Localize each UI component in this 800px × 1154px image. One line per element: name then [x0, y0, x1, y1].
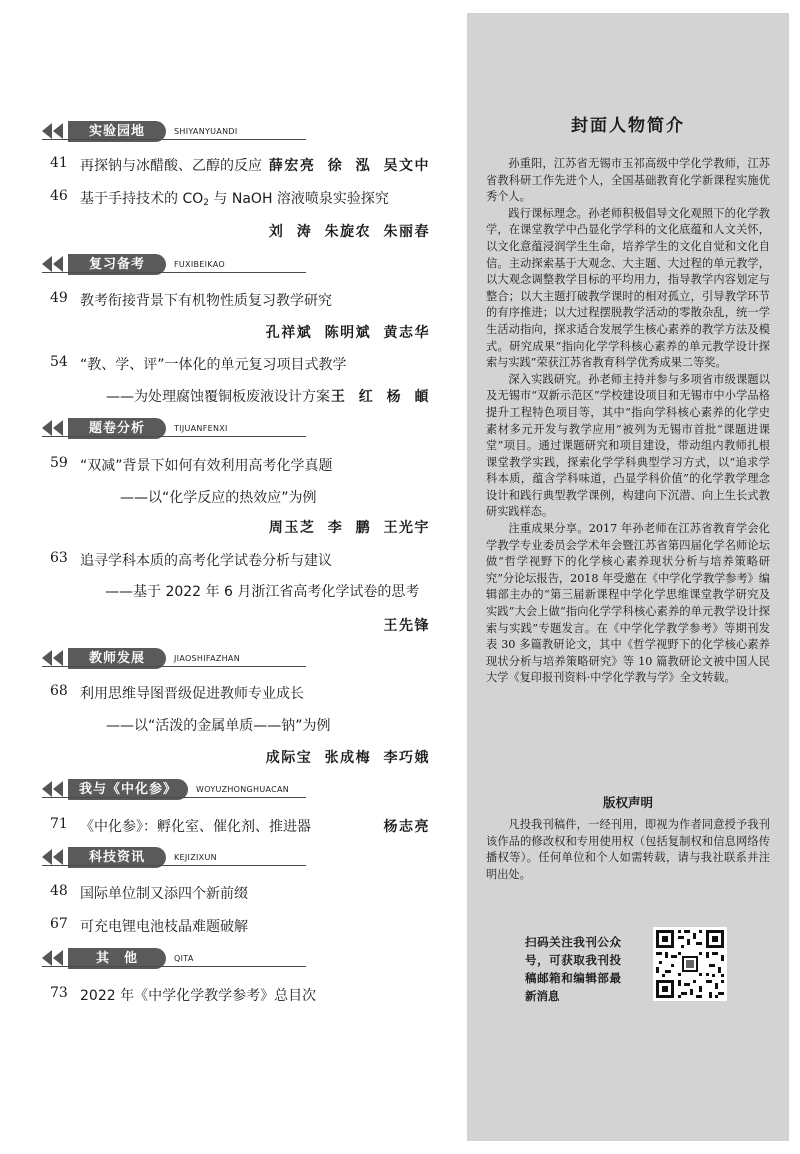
page-number: 48 — [50, 883, 68, 899]
page-number: 68 — [50, 683, 68, 699]
article-title: 再探钠与冰醋酸、乙醇的反应 — [80, 158, 262, 174]
article-authors: 成际宝 张成梅 李巧娥 — [265, 750, 430, 766]
article-authors: 刘 涛 朱旋农 朱丽春 — [268, 224, 430, 240]
section-title: 复习备考 — [68, 254, 166, 275]
panel-title: 封面人物简介 — [571, 116, 685, 136]
section-header — [42, 779, 306, 801]
article-title: 国际单位制又添四个新前缀 — [80, 886, 248, 902]
article-title: 追寻学科本质的高考化学试卷分析与建议 — [80, 553, 332, 569]
article-title: “双减”背景下如何有效利用高考化学真题 — [80, 458, 333, 474]
article-title: “教、学、评”一体化的单元复习项目式教学 — [80, 357, 347, 373]
bio-paragraph: 深入实践研究。孙老师主持并参与多项省市级课题以及无锡市“双新示范区”学校建设项目和无锡市中小学品格提升工程特色项目等，其中“指向学科核心素养的化学史素材多元开发与教学应用”被列为无锡市首批“课题进课堂”项目。通过课题研究和项目建设，带动组内教师扎根课堂教学实践，探索化学学科典型学习方式，以“追求学科本质，蕴含学科味道，凸显学科价值”的化学教学理念设计和践行典型教学课例，构建向下沉潜、向上生长式教研实践样态。 — [486, 372, 770, 519]
bio-paragraph: 践行课标理念。孙老师积极倡导文化观照下的化学教学，在课堂教学中凸显化学学科的文化底蕴和人文关怀，以文化意蕴浸润学生生命，培养学生的文化自觉和文化自信。主动探索基于大观念、大主题、大过程的单元教学，以大观念调整教学目标的平均用力，指导教学内容划定与整合；以大主题打破教学课时的相对孤立，引导教学环节的有序推进；以大过程摆脱教学活动的零散杂乱，统一学生活动指向，探求适合发展学生核心素养的教学方法及模式。研究成果“指向化学学科核心素养的单元教学设计探索与实践”荣获江苏省教育科学优秀成果二等奖。 — [486, 206, 770, 370]
bio-paragraph: 孙重阳，江苏省无锡市玉祁高级中学化学教师，江苏省教科研工作先进个人，全国基础教育化学新课程实施优秀个人。 — [486, 157, 770, 204]
qr-code-icon[interactable] — [653, 927, 727, 1001]
section-header — [42, 948, 306, 970]
section-title: 教师发展 — [68, 648, 166, 669]
page-number: 63 — [50, 550, 68, 566]
article-title: 《中化参》：孵化室、催化剂、推进器 — [80, 819, 311, 835]
article-authors: 杨志亮 — [383, 819, 430, 835]
bio-text — [486, 156, 770, 687]
section-header — [42, 847, 306, 869]
double-left-arrow-icon — [42, 256, 68, 272]
cover-bio-panel — [467, 13, 789, 1141]
section-pinyin: FUXIBEIKAO — [174, 260, 225, 269]
section-header — [42, 121, 306, 143]
article-authors: 周玉芝 李 鹏 王光宇 — [268, 520, 430, 536]
section-header — [42, 254, 306, 276]
article-authors: 王先锋 — [383, 618, 430, 634]
section-title: 科技资讯 — [68, 847, 166, 868]
double-left-arrow-icon — [42, 650, 68, 666]
article-authors: 王 红 杨 頔 — [330, 389, 430, 405]
section-title: 实验园地 — [68, 121, 166, 142]
section-pinyin: TIJUANFENXI — [174, 424, 228, 433]
double-left-arrow-icon — [42, 849, 68, 865]
double-left-arrow-icon — [42, 123, 68, 139]
article-title: 2022 年《中学化学教学参考》总目次 — [80, 988, 317, 1004]
section-pinyin: SHIYANYUANDI — [174, 127, 238, 136]
section-title: 我与《中化参》 — [68, 779, 188, 800]
article-title: 利用思维导图晋级促进教师专业成长 — [80, 686, 304, 702]
page-number: 46 — [50, 188, 68, 204]
double-left-arrow-icon — [42, 420, 68, 436]
section-pinyin: QITA — [174, 954, 194, 963]
section-title: 其 他 — [68, 948, 166, 969]
article-title: 基于手持技术的 $CO_2$ 与 NaOH 溶液喷泉实验探究 — [80, 191, 389, 208]
double-left-arrow-icon — [42, 781, 68, 797]
page-number: 49 — [50, 290, 68, 306]
article-subtitle: ——以“化学反应的热效应”为例 — [120, 490, 317, 506]
article-title: 可充电锂电池枝晶难题破解 — [80, 919, 248, 935]
article-title: 教考衔接背景下有机物性质复习教学研究 — [80, 293, 332, 309]
page-number: 73 — [50, 985, 68, 1001]
copyright-title: 版权声明 — [602, 795, 653, 810]
section-pinyin: JIAOSHIFAZHAN — [174, 654, 240, 663]
article-subtitle: ——以“活泼的金属单质——钠”为例 — [106, 718, 331, 734]
section-header — [42, 648, 306, 670]
section-title: 题卷分析 — [68, 418, 166, 439]
section-pinyin: KEJIZIXUN — [174, 853, 217, 862]
copyright-text: 凡投我刊稿件，一经刊用，即视为作者同意授予我刊该作品的修改权和专用使用权（包括复制权和信息网络传播权等）。任何单位和个人如需转载，请与我社联系并注明出处。 — [486, 818, 770, 881]
article-subtitle: ——为处理腐蚀覆铜板废液设计方案 — [106, 389, 330, 405]
article-subtitle: ——基于 2022 年 6 月浙江省高考化学试卷的思考 — [105, 584, 420, 600]
section-pinyin: WOYUZHONGHUACAN — [196, 785, 290, 794]
article-authors: 薛宏亮 徐 泓 吴文中 — [268, 158, 430, 174]
page-number: 54 — [50, 354, 68, 370]
double-left-arrow-icon — [42, 950, 68, 966]
bio-paragraph: 注重成果分享。2017 年孙老师在江苏省教育学会化学教学专业委员会学术年会暨江苏省第四届化学名师论坛做“哲学视野下的化学核心素养现状分析与培养策略研究”分论坛报告，2018 年受邀在《中学化学教学参考》编辑部主办的“第三届新课程中学化学思维课堂教学研究及实践”大会上做“指向化学学科核心素养的单元教学设计探索与实践”专题发言。在《中学化学教学参考》等期刊发表 30 多篇教研论文，其中《哲学视野下的化学核心素养现状分析与培养策略研究》等 10 篇教研论文被中国人民大学《复印报刊资料·中学化学教与学》全文转载。 — [486, 522, 770, 685]
section-header — [42, 418, 306, 440]
article-authors: 孔祥斌 陈明斌 黄志华 — [265, 325, 430, 341]
page-number: 71 — [50, 816, 68, 832]
page-number: 41 — [50, 155, 68, 171]
qr-caption: 扫码关注我刊公众号，可获取我刊投稿邮箱和编辑部最新消息 — [525, 935, 621, 1003]
page-number: 59 — [50, 455, 68, 471]
page-number: 67 — [50, 916, 68, 932]
